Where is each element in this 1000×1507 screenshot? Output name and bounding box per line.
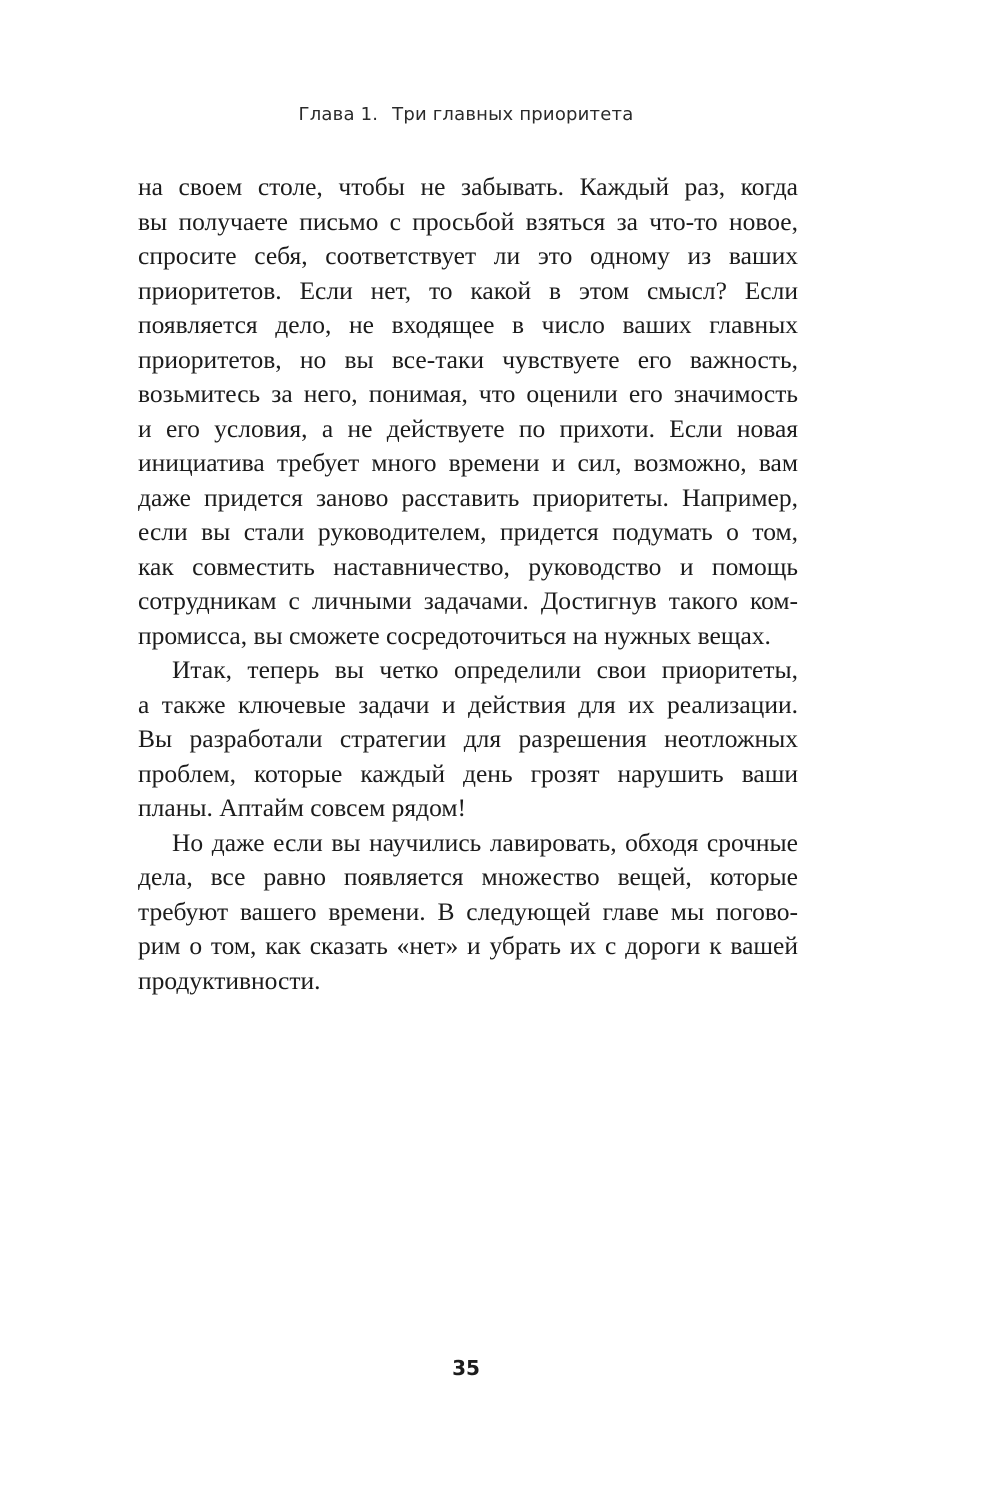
paragraph	[138, 826, 798, 999]
text-line: требуют вашего времени. В следующей главе мы погово-	[138, 896, 798, 926]
text-line: Но даже если вы научились лавировать, обходя срочные	[172, 827, 798, 857]
text-line: на своем столе, чтобы не забывать. Каждый раз, когда	[138, 172, 798, 201]
text-line: если вы стали руководителем, придется подумать о том,	[138, 517, 798, 546]
chapter-label: Глава 1.	[298, 104, 379, 125]
text-line: Итак, теперь вы четко определили свои приоритеты,	[172, 655, 798, 684]
text-line: приоритетов, но вы все-таки чувствуете его важность,	[138, 344, 798, 374]
chapter-title: Три главных приоритета	[392, 104, 634, 125]
paragraph	[138, 170, 798, 653]
text-line: приоритетов. Если нет, то какой в этом смысл? Если	[138, 275, 798, 305]
text-line: появляется дело, не входящее в число ваших главных	[138, 310, 798, 339]
text-line: как совместить наставничество, руководство и помощь	[138, 551, 798, 581]
page-number: 35	[452, 1356, 480, 1380]
text-line: сотрудникам с личными задачами. Достигнув такого ком-	[138, 586, 798, 615]
text-line: рим о том, как сказать «нет» и убрать их с дороги к вашей	[138, 931, 798, 960]
body-text	[138, 170, 798, 998]
text-line: возьмитесь за него, понимая, что оценили его значимость	[138, 379, 798, 408]
text-line: планы. Аптайм совсем рядом!	[138, 793, 466, 822]
text-line: вы получаете письмо с просьбой взяться за что-то новое,	[138, 206, 798, 236]
text-line: и его условия, а не действуете по прихоти. Если новая	[138, 413, 798, 443]
running-header	[0, 104, 932, 125]
text-line: проблем, которые каждый день грозят нарушить ваши	[138, 758, 798, 788]
text-line: Вы разработали стратегии для разрешения неотложных	[138, 724, 798, 753]
text-line: даже придется заново расставить приоритеты. Например,	[138, 482, 798, 512]
text-line: промисса, вы сможете сосредоточиться на нужных вещах.	[138, 620, 771, 650]
text-line: спросите себя, соответствует ли это одному из ваших	[138, 241, 798, 270]
paragraph	[138, 653, 798, 826]
text-line: инициатива требует много времени и сил, возможно, вам	[138, 448, 798, 477]
text-line: продуктивности.	[138, 965, 321, 995]
text-line: а также ключевые задачи и действия для их реализации.	[138, 689, 798, 719]
text-line: дела, все равно появляется множество вещей, которые	[138, 862, 798, 891]
